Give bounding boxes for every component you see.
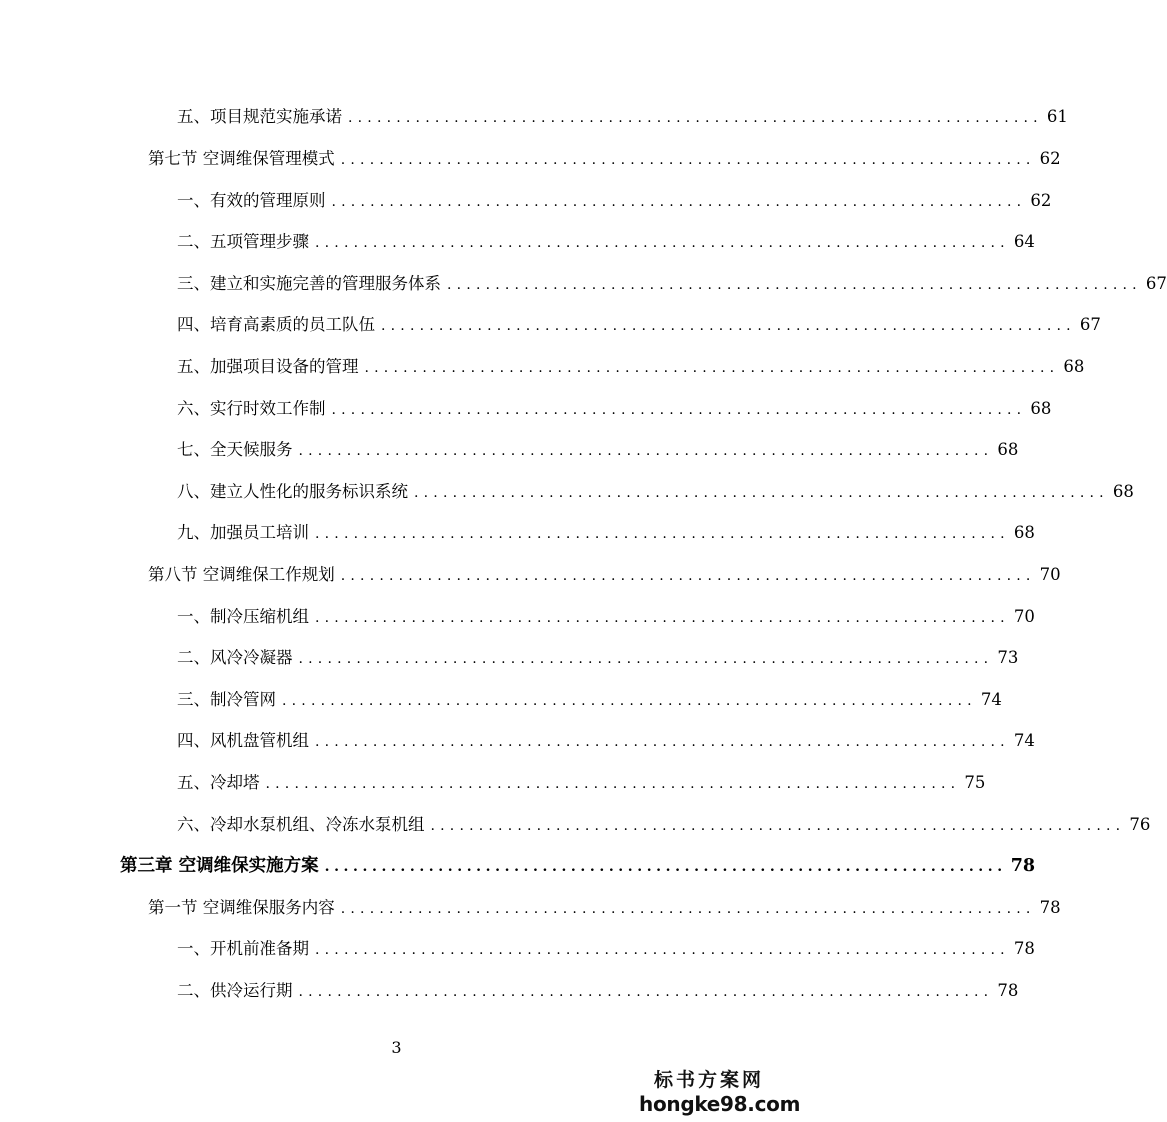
toc-entry-page: 67 — [1079, 315, 1101, 334]
toc-entry[interactable] — [177, 273, 1167, 296]
toc-entry-title: 五、冷却塔 — [177, 773, 260, 792]
page-number: 3 — [391, 1038, 402, 1057]
watermark-line2: hongke98.com — [639, 1092, 801, 1116]
toc-dot-leader: ........................................................................ — [282, 693, 977, 709]
toc-dot-leader: ........................................................................ — [340, 901, 1036, 917]
toc-dot-leader: ........................................................................ — [348, 110, 1043, 126]
toc-entry-page: 68 — [1112, 482, 1134, 501]
toc-entry[interactable] — [177, 814, 1151, 837]
toc-entry-title: 二、供冷运行期 — [177, 981, 293, 1000]
toc-entry-page: 61 — [1046, 107, 1068, 126]
toc-dot-leader: ........................................................................ — [315, 734, 1010, 750]
toc-entry[interactable] — [177, 314, 1101, 337]
toc-entry[interactable] — [177, 938, 1035, 961]
toc-entry-page: 78 — [1010, 856, 1036, 876]
toc-entry-page: 67 — [1145, 274, 1167, 293]
toc-entry[interactable] — [177, 439, 1019, 462]
toc-entry-title: 四、培育高素质的员工队伍 — [177, 315, 375, 334]
toc-entry-title: 三、建立和实施完善的管理服务体系 — [177, 274, 441, 293]
toc-entry[interactable] — [177, 231, 1035, 254]
toc-dot-leader: ........................................................................ — [414, 485, 1109, 501]
toc-entry-title: 第八节 空调维保工作规划 — [148, 565, 335, 584]
toc-dot-leader: ........................................................................ — [315, 942, 1010, 958]
toc-entry[interactable] — [177, 522, 1035, 545]
toc-entry[interactable] — [177, 606, 1035, 629]
toc-dot-leader: ........................................................................ — [331, 194, 1027, 210]
toc-dot-leader: ........................................................................ — [331, 402, 1027, 418]
toc-entry-page: 68 — [1030, 399, 1052, 418]
toc-entry[interactable] — [177, 481, 1134, 504]
toc-dot-leader: ........................................................................ — [364, 360, 1060, 376]
toc-entry[interactable] — [177, 647, 1019, 670]
toc-dot-leader: ........................................................................ — [315, 235, 1010, 251]
toc-entry[interactable] — [177, 106, 1068, 129]
toc-entry-page: 78 — [997, 981, 1019, 1000]
toc-dot-leader: ........................................................................ — [265, 776, 961, 792]
toc-entry-page: 74 — [1013, 731, 1035, 750]
toc-entry[interactable] — [177, 398, 1052, 421]
watermark-line1: 标书方案网 — [653, 1069, 764, 1091]
toc-entry[interactable] — [177, 190, 1052, 213]
toc-entry-title: 二、风冷冷凝器 — [177, 648, 293, 667]
toc-entry-title: 第一节 空调维保服务内容 — [148, 898, 335, 917]
toc-entry-title: 一、有效的管理原则 — [177, 191, 326, 210]
toc-entry-page: 62 — [1039, 149, 1061, 168]
toc-entry-page: 64 — [1013, 232, 1035, 251]
toc-entry-page: 73 — [997, 648, 1019, 667]
toc-entry-page: 62 — [1030, 191, 1052, 210]
toc-entry[interactable] — [177, 980, 1019, 1003]
toc-entry[interactable] — [177, 772, 986, 795]
toc-entry-title: 四、风机盘管机组 — [177, 731, 309, 750]
toc-dot-leader: ........................................................................ — [381, 318, 1076, 334]
toc-entry-page: 78 — [1039, 898, 1061, 917]
toc-entry-page: 70 — [1013, 607, 1035, 626]
toc-dot-leader: ........................................................................ — [340, 152, 1036, 168]
toc-entry-page: 78 — [1013, 939, 1035, 958]
toc-dot-leader: ........................................................................ — [447, 277, 1142, 293]
toc-entry-page: 68 — [997, 440, 1019, 459]
toc-entry-title: 八、建立人性化的服务标识系统 — [177, 482, 408, 501]
toc-entry-title: 第七节 空调维保管理模式 — [148, 149, 335, 168]
toc-entry-title: 一、开机前准备期 — [177, 939, 309, 958]
toc-entry-section[interactable] — [148, 148, 1061, 171]
toc-entry-title: 六、冷却水泵机组、冷冻水泵机组 — [177, 815, 425, 834]
toc-dot-leader: ........................................................................ — [315, 526, 1010, 542]
toc-entry-page: 68 — [1013, 523, 1035, 542]
toc-entry[interactable] — [177, 730, 1035, 753]
toc-entry-page: 70 — [1039, 565, 1061, 584]
toc-dot-leader: ........................................................................ — [430, 818, 1126, 834]
toc-entry-page: 76 — [1129, 815, 1151, 834]
toc-entry-title: 一、制冷压缩机组 — [177, 607, 309, 626]
toc-entry[interactable] — [177, 356, 1085, 379]
toc-entry-title: 七、全天候服务 — [177, 440, 293, 459]
toc-entry-title: 六、实行时效工作制 — [177, 399, 326, 418]
toc-dot-leader: ........................................................................ — [298, 984, 994, 1000]
toc-entry-title: 三、制冷管网 — [177, 690, 276, 709]
toc-entry-page: 75 — [964, 773, 986, 792]
toc-entry-section[interactable] — [148, 564, 1061, 587]
toc-dot-leader: ........................................................................ — [315, 610, 1010, 626]
toc-dot-leader: ........................................................................ — [298, 443, 994, 459]
toc-entry-title: 第三章 空调维保实施方案 — [120, 856, 319, 876]
toc-entry-title: 九、加强员工培训 — [177, 523, 309, 542]
toc-entry-page: 68 — [1063, 357, 1085, 376]
toc-entry-chapter[interactable] — [120, 855, 1036, 878]
toc-dot-leader: ........................................................................ — [298, 651, 994, 667]
toc-entry-section[interactable] — [148, 897, 1061, 920]
toc-dot-leader: ........................................................................ — [340, 568, 1036, 584]
toc-entry-page: 74 — [980, 690, 1002, 709]
toc-dot-leader: ........................................................................ — [324, 859, 1007, 875]
toc-entry-title: 二、五项管理步骤 — [177, 232, 309, 251]
toc-entry[interactable] — [177, 689, 1002, 712]
watermark-logo — [639, 1068, 801, 1116]
toc-entry-title: 五、加强项目设备的管理 — [177, 357, 359, 376]
toc-entry-title: 五、项目规范实施承诺 — [177, 107, 342, 126]
